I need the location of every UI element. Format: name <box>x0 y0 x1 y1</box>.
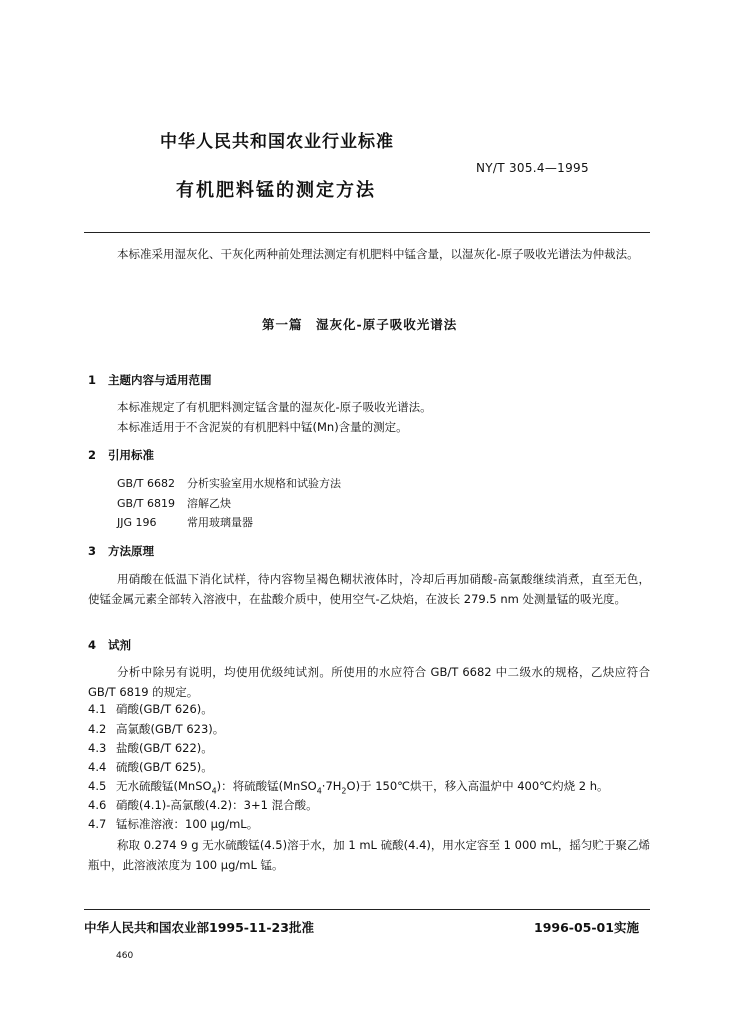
section-title: 主题内容与适用范围 <box>108 373 212 387</box>
reference-code: GB/T 6682 <box>117 477 175 490</box>
item-number: 4.7 <box>88 817 107 831</box>
item-text-d: O)于 150℃烘干，移入高温炉中 400℃灼烧 2 h。 <box>346 779 609 793</box>
item-text: 盐酸(GB/T 622)。 <box>116 741 213 755</box>
part-title: 第一篇 湿灰化-原子吸收光谱法 <box>262 317 458 332</box>
approval-line: 中华人民共和国农业部1995-11-23批准 <box>84 920 314 935</box>
item-number: 4.3 <box>88 741 107 755</box>
section-4-heading <box>88 637 131 653</box>
standard-code: NY/T 305.4—1995 <box>476 161 589 175</box>
subscript: 4 <box>211 786 217 796</box>
item-number: 4.6 <box>88 798 107 812</box>
item-number: 4.5 <box>88 779 107 793</box>
item-text: 硝酸(4.1)-高氯酸(4.2)：3+1 混合酸。 <box>116 798 318 812</box>
item-number: 4.4 <box>88 760 107 774</box>
reference-name: 分析实验室用水规格和试验方法 <box>187 477 341 490</box>
reference-item <box>117 514 253 530</box>
effective-date: 1996-05-01实施 <box>534 920 639 935</box>
section-3-heading <box>88 543 154 559</box>
reference-code: JJG 196 <box>117 516 157 529</box>
section-number: 2 <box>88 448 97 462</box>
reagent-item <box>88 759 213 775</box>
reference-name: 溶解乙炔 <box>187 497 231 510</box>
item-text-a: 无水硫酸锰(MnSO <box>116 779 212 793</box>
item-text: 硝酸(GB/T 626)。 <box>116 702 213 716</box>
section-title: 方法原理 <box>108 544 154 558</box>
section-1-line-1: 本标准规定了有机肥料测定锰含量的湿灰化-原子吸收光谱法。 <box>117 400 432 414</box>
section-3-paragraph: 用硝酸在低温下消化试样，待内容物呈褐色糊状液体时，冷却后再加硝酸-高氯酸继续消煮，直至无色，使锰金属元素全部转入溶液中，在盐酸介质中，使用空气-乙炔焰，在波长 279.5 nm 处测量锰的吸光度。 <box>88 572 650 606</box>
section-1-line-2: 本标准适用于不含泥炭的有机肥料中锰(Mn)含量的测定。 <box>117 420 408 434</box>
item-4-7-paragraph: 称取 0.274 9 g 无水硫酸锰(4.5)溶于水，加 1 mL 硫酸(4.4)，用水定容至 1 000 mL，摇匀贮于聚乙烯瓶中，此溶液浓度为 100 μg/mL 锰。 <box>88 838 650 872</box>
item-number: 4.1 <box>88 702 107 716</box>
reagent-item <box>88 778 609 795</box>
reagent-item <box>88 740 213 756</box>
subscript: 4 <box>316 786 322 796</box>
reagent-item <box>88 816 258 832</box>
item-text: 高氯酸(GB/T 623)。 <box>116 722 225 736</box>
reagent-item <box>88 721 224 737</box>
section-title: 试剂 <box>108 638 131 652</box>
reference-code: GB/T 6819 <box>117 497 175 510</box>
section-1-heading <box>88 372 212 388</box>
item-text-c: ·7H <box>321 779 342 793</box>
reagent-item <box>88 701 213 717</box>
item-text-b: )：将硫酸锰(MnSO <box>216 779 317 793</box>
section-number: 4 <box>88 638 97 652</box>
intro-paragraph: 本标准采用湿灰化、干灰化两种前处理法测定有机肥料中锰含量，以湿灰化-原子吸收光谱法为仲裁法。 <box>117 247 639 261</box>
item-text: 锰标准溶液：100 μg/mL。 <box>116 817 259 831</box>
item-number: 4.2 <box>88 722 107 736</box>
document-title: 有机肥料锰的测定方法 <box>176 180 376 201</box>
section-4-paragraph: 分析中除另有说明，均使用优级纯试剂。所使用的水应符合 GB/T 6682 中二级水的规格，乙炔应符合 GB/T 6819 的规定。 <box>88 665 650 699</box>
reference-item <box>117 495 231 511</box>
section-number: 1 <box>88 373 97 387</box>
section-number: 3 <box>88 544 97 558</box>
reference-name: 常用玻璃量器 <box>187 516 253 529</box>
reference-item <box>117 475 341 491</box>
section-2-heading <box>88 447 154 463</box>
reagent-item <box>88 797 318 813</box>
footer-divider <box>84 909 650 910</box>
standard-org-title: 中华人民共和国农业行业标准 <box>160 132 394 152</box>
subscript: 2 <box>341 786 347 796</box>
page-number: 460 <box>116 951 134 961</box>
item-text: 硫酸(GB/T 625)。 <box>116 760 213 774</box>
header-divider <box>84 232 650 233</box>
section-title: 引用标准 <box>108 448 154 462</box>
